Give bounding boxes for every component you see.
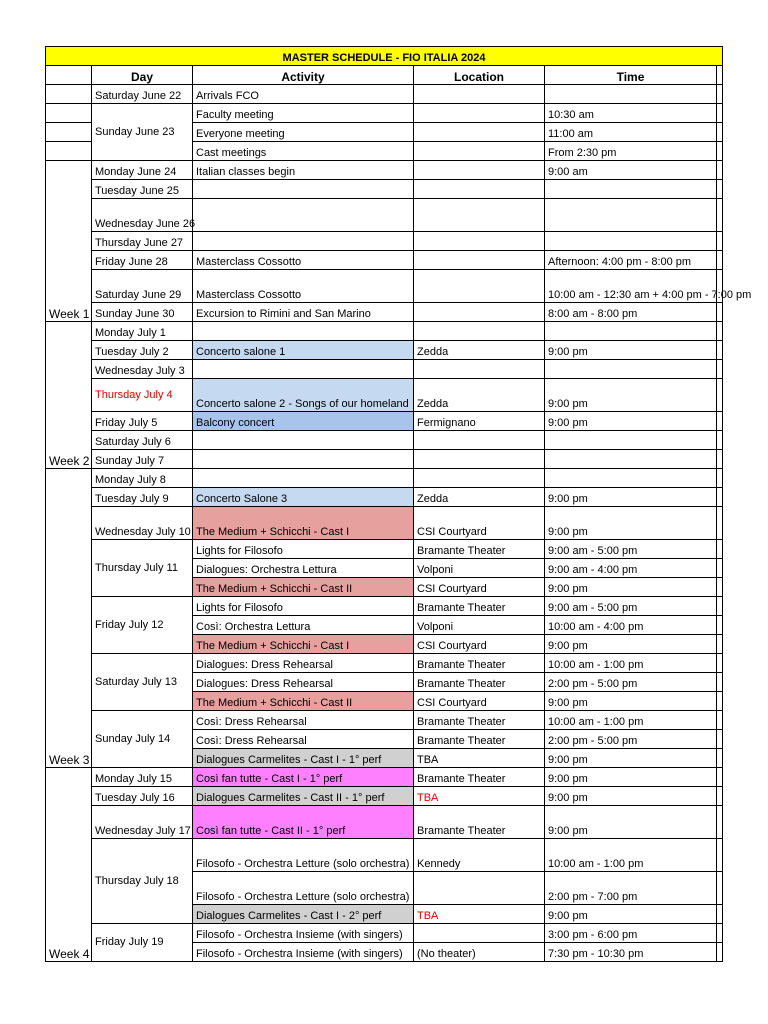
location-cell: Zedda [414, 379, 545, 412]
activity-cell: Così: Dress Rehearsal [193, 730, 414, 749]
activity-cell: Everyone meeting [193, 123, 414, 142]
activity-cell: Così: Orchestra Lettura [193, 616, 414, 635]
week-cell [46, 123, 92, 142]
time-cell: 10:00 am - 1:00 pm [545, 654, 717, 673]
spacer-cell [717, 379, 723, 412]
spacer-cell [717, 123, 723, 142]
time-cell: 11:00 am [545, 123, 717, 142]
time-cell: 2:00 pm - 7:00 pm [545, 872, 717, 905]
spacer-cell [717, 360, 723, 379]
table-row [46, 540, 723, 559]
activity-cell: Dialogues Carmelites - Cast I - 2° perf [193, 905, 414, 924]
activity-cell [193, 360, 414, 379]
spacer-cell [717, 142, 723, 161]
activity-cell: Concerto salone 1 [193, 341, 414, 360]
table-row [46, 379, 723, 412]
time-cell: Afternoon: 4:00 pm - 8:00 pm [545, 251, 717, 270]
location-cell [414, 123, 545, 142]
time-cell: 3:00 pm - 6:00 pm [545, 924, 717, 943]
time-cell: 9:00 pm [545, 768, 717, 787]
spacer-cell [717, 711, 723, 730]
time-cell [545, 232, 717, 251]
table-row [46, 104, 723, 123]
day-cell: Friday July 19 [92, 924, 193, 962]
activity-cell: Concerto Salone 3 [193, 488, 414, 507]
day-cell: Thursday July 11 [92, 540, 193, 597]
spacer-cell [717, 161, 723, 180]
location-cell: TBA [414, 905, 545, 924]
spacer-cell [717, 692, 723, 711]
day-cell: Thursday July 4 [92, 379, 193, 412]
activity-cell: Cast meetings [193, 142, 414, 161]
activity-cell: Lights for Filosofo [193, 597, 414, 616]
location-cell [414, 270, 545, 303]
spacer-cell [717, 104, 723, 123]
location-cell: Bramante Theater [414, 730, 545, 749]
table-row [46, 839, 723, 872]
table-row [46, 597, 723, 616]
spacer-cell [717, 251, 723, 270]
time-cell [545, 450, 717, 469]
time-cell [545, 199, 717, 232]
table-row [46, 270, 723, 303]
day-cell: Monday June 24 [92, 161, 193, 180]
time-cell [545, 85, 717, 104]
location-cell: Bramante Theater [414, 673, 545, 692]
activity-cell: Excursion to Rimini and San Marino [193, 303, 414, 322]
spacer-cell [717, 673, 723, 692]
spacer-cell [717, 412, 723, 431]
day-cell: Saturday June 29 [92, 270, 193, 303]
day-cell: Wednesday July 3 [92, 360, 193, 379]
location-cell [414, 431, 545, 450]
location-cell: CSI Courtyard [414, 635, 545, 654]
time-cell [545, 322, 717, 341]
location-cell: Bramante Theater [414, 768, 545, 787]
activity-cell: The Medium + Schicchi - Cast I [193, 635, 414, 654]
activity-cell: Balcony concert [193, 412, 414, 431]
location-cell: CSI Courtyard [414, 507, 545, 540]
time-header: Time [545, 66, 717, 85]
activity-cell: Così fan tutte - Cast II - 1° perf [193, 806, 414, 839]
time-cell: 9:00 pm [545, 488, 717, 507]
time-cell: 2:00 pm - 5:00 pm [545, 730, 717, 749]
location-cell: Fermignano [414, 412, 545, 431]
spacer-cell [717, 730, 723, 749]
table-row [46, 232, 723, 251]
week-label-2: Week 2 [46, 322, 92, 469]
day-cell: Thursday June 27 [92, 232, 193, 251]
time-cell: 9:00 pm [545, 905, 717, 924]
location-cell [414, 161, 545, 180]
location-cell [414, 232, 545, 251]
spacer-cell [717, 839, 723, 872]
spacer-cell [717, 180, 723, 199]
time-cell: 9:00 pm [545, 412, 717, 431]
day-cell: Wednesday July 17 [92, 806, 193, 839]
location-cell: Bramante Theater [414, 540, 545, 559]
table-row [46, 322, 723, 341]
spacer-cell [717, 488, 723, 507]
location-cell [414, 104, 545, 123]
day-cell: Friday July 12 [92, 597, 193, 654]
day-cell: Tuesday July 9 [92, 488, 193, 507]
spacer-cell [717, 66, 723, 85]
time-cell: 9:00 am [545, 161, 717, 180]
time-cell: 9:00 pm [545, 341, 717, 360]
time-cell [545, 360, 717, 379]
table-row [46, 431, 723, 450]
time-cell: 2:00 pm - 5:00 pm [545, 673, 717, 692]
spacer-cell [717, 768, 723, 787]
activity-cell: The Medium + Schicchi - Cast II [193, 578, 414, 597]
day-cell: Thursday July 18 [92, 839, 193, 924]
location-cell [414, 360, 545, 379]
location-cell [414, 180, 545, 199]
table-row [46, 85, 723, 104]
time-cell: 10:30 am [545, 104, 717, 123]
table-row [46, 787, 723, 806]
time-cell [545, 469, 717, 488]
time-cell: 7:30 pm - 10:30 pm [545, 943, 717, 962]
day-header: Day [92, 66, 193, 85]
table-row [46, 251, 723, 270]
activity-cell [193, 199, 414, 232]
location-cell [414, 85, 545, 104]
day-cell: Tuesday July 16 [92, 787, 193, 806]
spacer-cell [717, 341, 723, 360]
activity-cell: The Medium + Schicchi - Cast II [193, 692, 414, 711]
time-cell: 9:00 pm [545, 635, 717, 654]
spacer-cell [717, 924, 723, 943]
location-cell: Bramante Theater [414, 806, 545, 839]
spacer-cell [717, 232, 723, 251]
week-cell [46, 104, 92, 123]
location-cell: Zedda [414, 341, 545, 360]
time-cell [545, 431, 717, 450]
schedule-title: MASTER SCHEDULE - FIO ITALIA 2024 [46, 47, 723, 66]
table-row [46, 341, 723, 360]
time-cell: 9:00 am - 5:00 pm [545, 540, 717, 559]
time-cell: 9:00 am - 5:00 pm [545, 597, 717, 616]
schedule-table [45, 46, 752, 962]
day-cell: Friday July 5 [92, 412, 193, 431]
table-row [46, 161, 723, 180]
location-cell: Kennedy [414, 839, 545, 872]
activity-cell: Concerto salone 2 - Songs of our homeland [193, 379, 414, 412]
activity-cell: Lights for Filosofo [193, 540, 414, 559]
activity-cell [193, 322, 414, 341]
activity-cell: Italian classes begin [193, 161, 414, 180]
activity-cell: Filosofo - Orchestra Insieme (with singers) [193, 924, 414, 943]
activity-cell: Masterclass Cossotto [193, 251, 414, 270]
time-cell: 9:00 am - 4:00 pm [545, 559, 717, 578]
table-row [46, 469, 723, 488]
spacer-cell [717, 85, 723, 104]
table-row [46, 199, 723, 232]
time-cell [545, 180, 717, 199]
spacer-cell [717, 616, 723, 635]
activity-cell: Arrivals FCO [193, 85, 414, 104]
activity-cell: Dialogues: Dress Rehearsal [193, 654, 414, 673]
location-cell [414, 450, 545, 469]
location-cell [414, 199, 545, 232]
activity-cell: The Medium + Schicchi - Cast I [193, 507, 414, 540]
location-cell [414, 142, 545, 161]
time-cell: 8:00 am - 8:00 pm [545, 303, 717, 322]
table-row [46, 303, 723, 322]
activity-cell: Dialogues: Dress Rehearsal [193, 673, 414, 692]
activity-cell: Filosofo - Orchestra Insieme (with singers) [193, 943, 414, 962]
week-cell [46, 142, 92, 161]
table-row [46, 768, 723, 787]
time-cell: 9:00 pm [545, 787, 717, 806]
spacer-cell [717, 943, 723, 962]
time-cell: 10:00 am - 12:30 am + 4:00 pm - 7:00 pm [545, 270, 717, 303]
week-label-1: Week 1 [46, 161, 92, 322]
week-label-3: Week 3 [46, 469, 92, 768]
location-cell: Bramante Theater [414, 711, 545, 730]
day-cell: Monday July 8 [92, 469, 193, 488]
spacer-cell [717, 749, 723, 768]
time-cell: 10:00 am - 1:00 pm [545, 711, 717, 730]
location-cell: Bramante Theater [414, 597, 545, 616]
week-label-4: Week 4 [46, 768, 92, 962]
activity-cell: Masterclass Cossotto [193, 270, 414, 303]
spacer-cell [717, 559, 723, 578]
day-cell: Tuesday June 25 [92, 180, 193, 199]
location-cell: CSI Courtyard [414, 692, 545, 711]
spacer-cell [717, 872, 723, 905]
location-cell: (No theater) [414, 943, 545, 962]
activity-cell [193, 180, 414, 199]
day-cell: Friday June 28 [92, 251, 193, 270]
activity-cell: Filosofo - Orchestra Letture (solo orchestra) [193, 839, 414, 872]
day-cell: Saturday June 22 [92, 85, 193, 104]
table-row [46, 711, 723, 730]
activity-cell [193, 469, 414, 488]
day-cell: Sunday June 30 [92, 303, 193, 322]
activity-cell [193, 431, 414, 450]
location-cell [414, 251, 545, 270]
day-cell: Sunday July 14 [92, 711, 193, 768]
table-row [46, 488, 723, 507]
spacer-cell [717, 322, 723, 341]
day-cell: Wednesday July 10 [92, 507, 193, 540]
table-row [46, 450, 723, 469]
location-cell [414, 469, 545, 488]
spacer-cell [717, 654, 723, 673]
time-cell: 10:00 am - 4:00 pm [545, 616, 717, 635]
spacer-cell [717, 578, 723, 597]
spacer-cell [717, 787, 723, 806]
spacer-cell [717, 507, 723, 540]
activity-cell: Dialogues Carmelites - Cast I - 1° perf [193, 749, 414, 768]
table-row [46, 806, 723, 839]
time-cell: From 2:30 pm [545, 142, 717, 161]
location-cell [414, 872, 545, 905]
day-cell: Tuesday July 2 [92, 341, 193, 360]
location-cell: Volponi [414, 616, 545, 635]
table-row [46, 360, 723, 379]
activity-cell: Faculty meeting [193, 104, 414, 123]
time-cell: 10:00 am - 1:00 pm [545, 839, 717, 872]
day-cell: Sunday June 23 [92, 104, 193, 161]
location-cell [414, 924, 545, 943]
spacer-cell [717, 905, 723, 924]
time-cell: 9:00 pm [545, 507, 717, 540]
activity-cell: Così: Dress Rehearsal [193, 711, 414, 730]
location-cell [414, 322, 545, 341]
spacer-cell [717, 806, 723, 839]
spacer-cell [717, 450, 723, 469]
activity-cell [193, 450, 414, 469]
header-row [46, 66, 723, 85]
time-cell: 9:00 pm [545, 379, 717, 412]
location-cell: Volponi [414, 559, 545, 578]
spacer-cell [717, 540, 723, 559]
table-row [46, 654, 723, 673]
time-cell: 9:00 pm [545, 692, 717, 711]
location-cell: CSI Courtyard [414, 578, 545, 597]
spacer-cell [717, 431, 723, 450]
week-header [46, 66, 92, 85]
location-cell: TBA [414, 787, 545, 806]
day-cell: Saturday July 6 [92, 431, 193, 450]
time-cell: 9:00 pm [545, 749, 717, 768]
day-cell: Monday July 1 [92, 322, 193, 341]
spacer-cell [717, 199, 723, 232]
activity-cell: Così fan tutte - Cast I - 1° perf [193, 768, 414, 787]
location-header: Location [414, 66, 545, 85]
time-cell: 9:00 pm [545, 806, 717, 839]
activity-header: Activity [193, 66, 414, 85]
location-cell: Zedda [414, 488, 545, 507]
spacer-cell [717, 635, 723, 654]
activity-cell: Dialogues: Orchestra Lettura [193, 559, 414, 578]
day-cell: Monday July 15 [92, 768, 193, 787]
week-cell [46, 85, 92, 104]
day-cell: Sunday July 7 [92, 450, 193, 469]
activity-cell [193, 232, 414, 251]
spacer-cell [717, 469, 723, 488]
spacer-cell [717, 597, 723, 616]
time-cell: 9:00 pm [545, 578, 717, 597]
day-cell: Wednesday June 26 [92, 199, 193, 232]
day-cell: Saturday July 13 [92, 654, 193, 711]
location-cell [414, 303, 545, 322]
table-row [46, 924, 723, 943]
spacer-cell [717, 303, 723, 322]
activity-cell: Dialogues Carmelites - Cast II - 1° perf [193, 787, 414, 806]
activity-cell: Filosofo - Orchestra Letture (solo orchestra) [193, 872, 414, 905]
location-cell: TBA [414, 749, 545, 768]
title-row [46, 47, 723, 66]
table-row [46, 507, 723, 540]
table-row [46, 180, 723, 199]
table-row [46, 412, 723, 431]
location-cell: Bramante Theater [414, 654, 545, 673]
